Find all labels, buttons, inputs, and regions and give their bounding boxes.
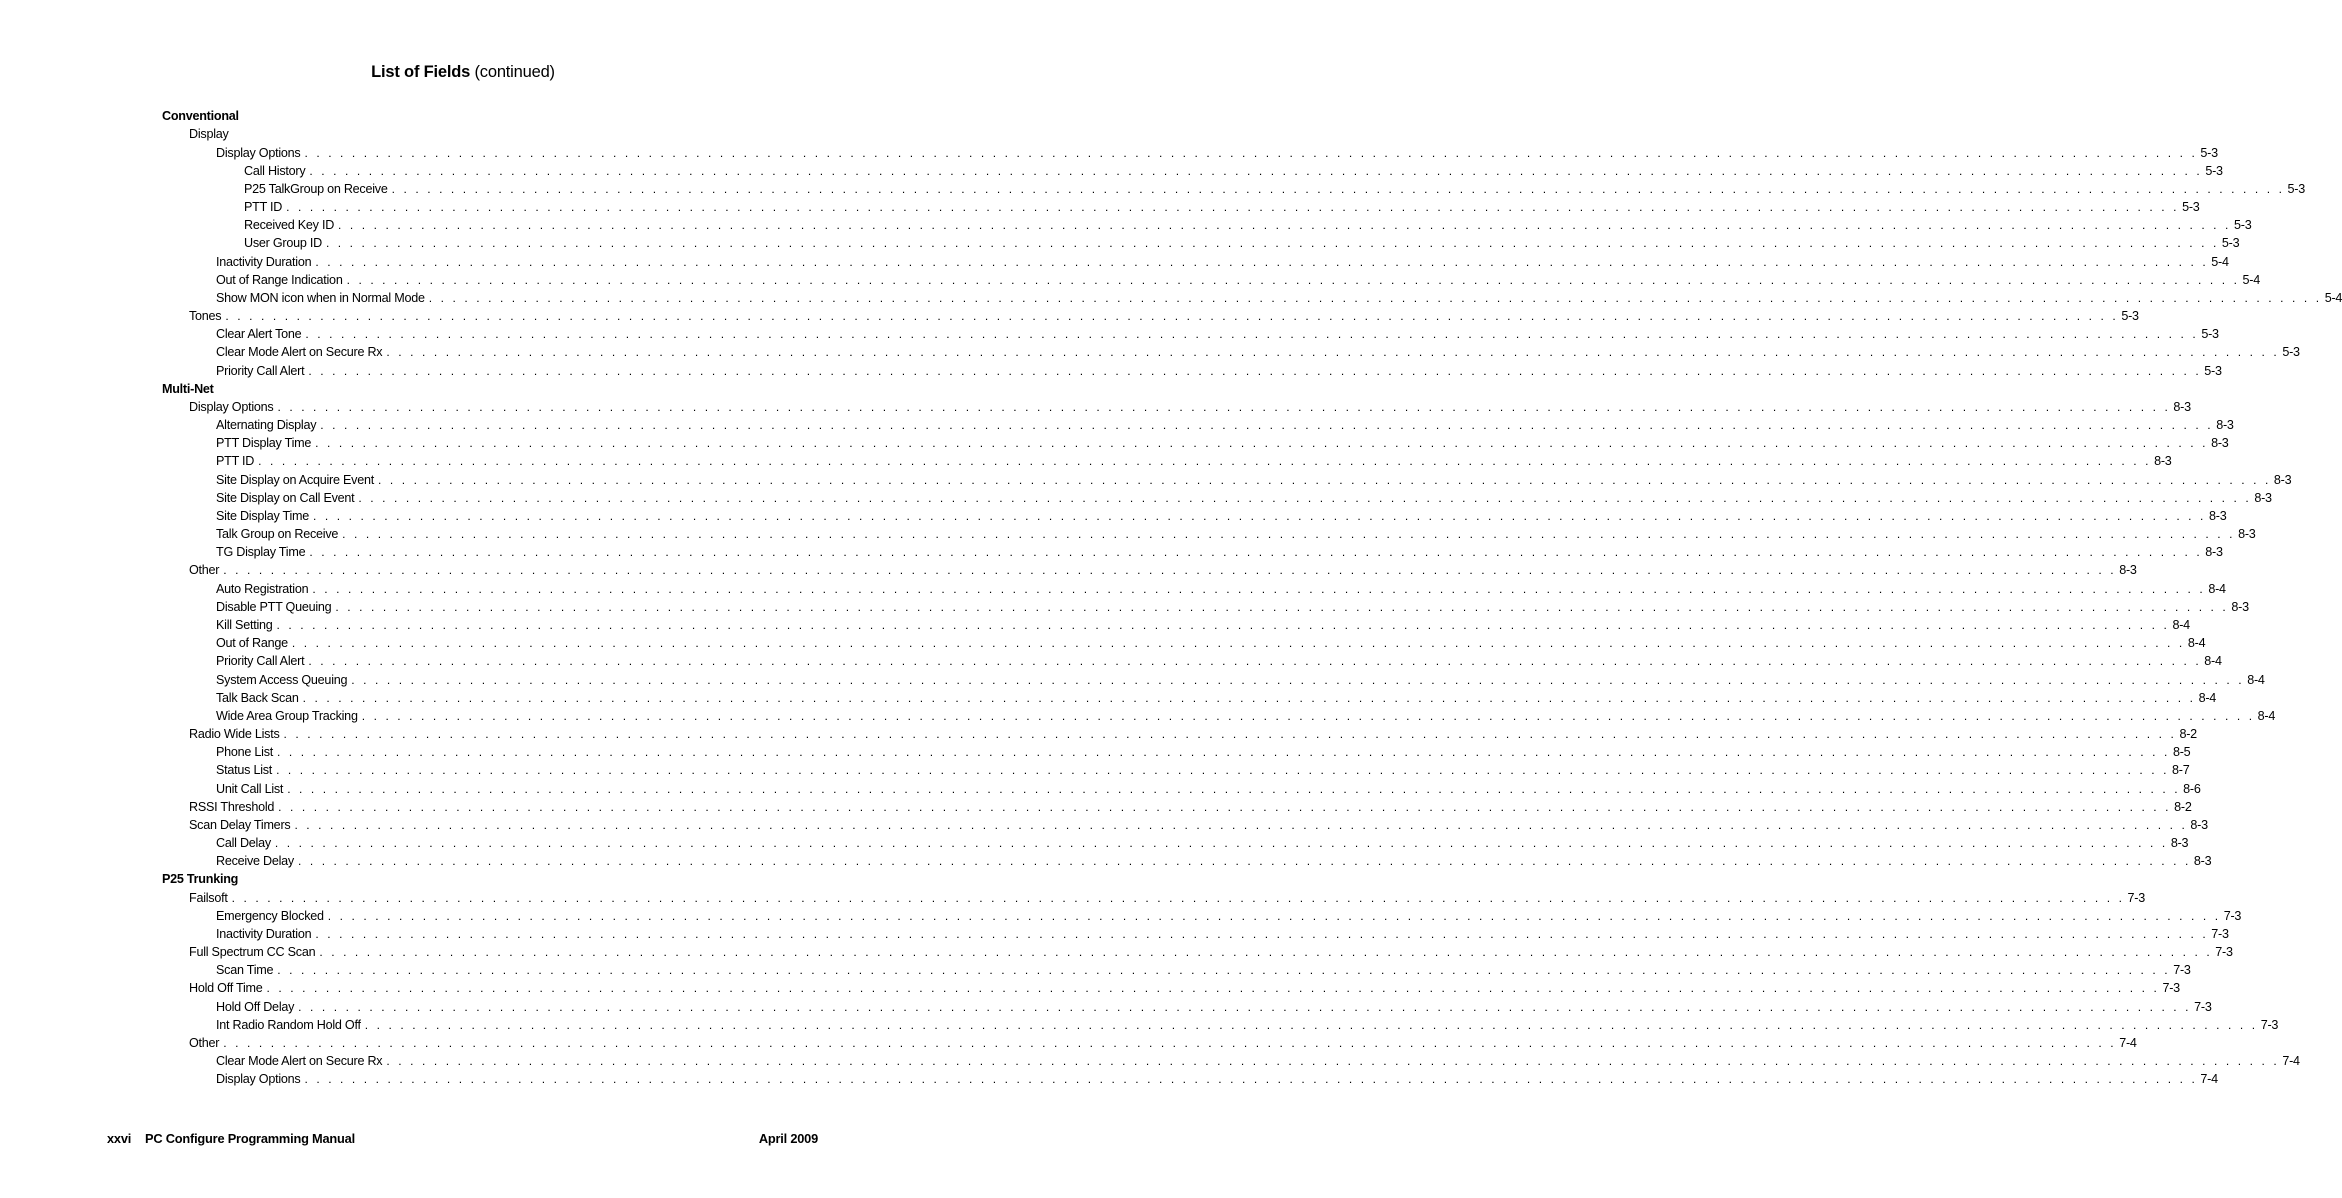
entry-label: Clear Mode Alert on Secure Rx xyxy=(216,345,383,360)
dot-leader: . . . . . . . . . . . . . . . . . . . . . . . . . . . . . . . . . . . . . . . . . . . . . . . . . . . . . . . . . . . . . . . . . . . . . . . . . . . . . . . . . . . . . . . . . . . . . . . . . . . . . . . . . . . . . . . . . . . . . . . . . . . . . . . . . . . . . . . . . . . . . . . . . . . . . . . . . . . . . . . . xyxy=(342,527,2236,542)
index-entry xyxy=(162,232,2240,251)
index-entry xyxy=(162,995,2212,1014)
index-entry xyxy=(162,1068,2218,1087)
entry-label: Multi-Net xyxy=(162,381,214,396)
dot-leader: . . . . . . . . . . . . . . . . . . . . . . . . . . . . . . . . . . . . . . . . . . . . . . . . . . . . . . . . . . . . . . . . . . . . . . . . . . . . . . . . . . . . . . . . . . . . . . . . . . . . . . . . . . . . . . . . . . . . . . . . . . . . . . . . . . . . . . . . . . . . . . . . . . . . . . . . . . . . . . . . xyxy=(312,581,2206,596)
footer-date: April 2009 xyxy=(758,1131,818,1146)
dot-leader: . . . . . . . . . . . . . . . . . . . . . . . . . . . . . . . . . . . . . . . . . . . . . . . . . . . . . . . . . . . . . . . . . . . . . . . . . . . . . . . . . . . . . . . . . . . . . . . . . . . . . . . . . . . . . . . . . . . . . . . . . . . . . . . . . . . . . . . . . . . . . . . . . . . . . . . . . . . . . . . . xyxy=(377,472,2271,487)
entry-label: Alternating Display xyxy=(216,418,317,433)
index-entry xyxy=(162,777,2201,796)
dot-leader: . . . . . . . . . . . . . . . . . . . . . . . . . . . . . . . . . . . . . . . . . . . . . . . . . . . . . . . . . . . . . . . . . . . . . . . . . . . . . . . . . . . . . . . . . . . . . . . . . . . . . . . . . . . . . . . . . . . . . . . . . . . . . . . . . . . . . . . . . . . . . . . . . . . . . . . . . . . . . . . . xyxy=(277,745,2170,760)
entry-label: RSSI Threshold xyxy=(189,799,275,814)
entry-label: P25 Trunking xyxy=(162,872,239,887)
dot-leader: . . . . . . . . . . . . . . . . . . . . . . . . . . . . . . . . . . . . . . . . . . . . . . . . . . . . . . . . . . . . . . . . . . . . . . . . . . . . . . . . . . . . . . . . . . . . . . . . . . . . . . . . . . . . . . . . . . . . . . . . . . . . . . . . . . . . . . . . . . . . . . . . . . . . . . . . . . . . . . . . xyxy=(335,599,2229,614)
entry-page-ref: 8-6 xyxy=(2183,781,2201,796)
entry-label: Site Display Time xyxy=(216,508,310,523)
dot-leader: . . . . . . . . . . . . . . . . . . . . . . . . . . . . . . . . . . . . . . . . . . . . . . . . . . . . . . . . . . . . . . . . . . . . . . . . . . . . . . . . . . . . . . . . . . . . . . . . . . . . . . . . . . . . . . . . . . . . . . . . . . . . . . . . . . . . . . . . . . . . . . . . . . . . . . . . . . . . . . . . xyxy=(358,490,2252,505)
dot-leader: . . . . . . . . . . . . . . . . . . . . . . . . . . . . . . . . . . . . . . . . . . . . . . . . . . . . . . . . . . . . . . . . . . . . . . . . . . . . . . . . . . . . . . . . . . . . . . . . . . . . . . . . . . . . . . . . . . . . . . . . . . . . . . . . . . . . . . . . . . . . . . . . . . . . . . . . . . . . . . . . xyxy=(286,200,2180,215)
dot-leader: . . . . . . . . . . . . . . . . . . . . . . . . . . . . . . . . . . . . . . . . . . . . . . . . . . . . . . . . . . . . . . . . . . . . . . . . . . . . . . . . . . . . . . . . . . . . . . . . . . . . . . . . . . . . . . . . . . . . . . . . . . . . . . . . . . . . . . . . . . . . . . . . . . . . . . . . . . . . . . . . xyxy=(274,836,2168,851)
footer-manual-title: PC Configure Programming Manual xyxy=(145,1131,355,1146)
entry-label: Site Display on Call Event xyxy=(216,490,355,505)
index-entry xyxy=(162,341,2300,360)
index-entry xyxy=(162,687,2217,705)
entry-page-ref: 8-4 xyxy=(2257,708,2276,723)
dot-leader: . . . . . . . . . . . . . . . . . . . . . . . . . . . . . . . . . . . . . . . . . . . . . . . . . . . . . . . . . . . . . . . . . . . . . . . . . . . . . . . . . . . . . . . . . . . . . . . . . . . . . . . . . . . . . . . . . . . . . . . . . . . . . . . . . . . . . . . . . . . . . . . . . . . . . . . . . . . . . . . . xyxy=(309,545,2203,560)
entry-label: Other xyxy=(189,563,220,578)
index-entry xyxy=(162,214,2252,233)
entry-label: Clear Alert Tone xyxy=(216,327,302,342)
entry-page-ref: 5-4 xyxy=(2211,254,2229,269)
entry-label: Int Radio Random Hold Off xyxy=(216,1017,361,1032)
entry-page-ref: 7-3 xyxy=(2173,963,2191,978)
index-entry xyxy=(162,705,2276,723)
footer-left xyxy=(107,1131,355,1146)
entry-page-ref: 8-3 xyxy=(2173,399,2191,414)
entry-page-ref: 8-4 xyxy=(2247,672,2265,687)
entry-page-ref: 7-3 xyxy=(2194,999,2212,1014)
index-entry xyxy=(162,396,2191,414)
entry-label: Talk Back Scan xyxy=(216,690,299,705)
dot-leader: . . . . . . . . . . . . . . . . . . . . . . . . . . . . . . . . . . . . . . . . . . . . . . . . . . . . . . . . . . . . . . . . . . . . . . . . . . . . . . . . . . . . . . . . . . . . . . . . . . . . . . . . . . . . . . . . . . . . . . . . . . . . . . . . . . . . . . . . . . . . . . . . . . . . . . . . . . . . . . . . xyxy=(225,309,2119,324)
index-entry xyxy=(162,650,2222,669)
entry-page-ref: 7-3 xyxy=(2260,1017,2279,1032)
dot-leader: . . . . . . . . . . . . . . . . . . . . . . . . . . . . . . . . . . . . . . . . . . . . . . . . . . . . . . . . . . . . . . . . . . . . . . . . . . . . . . . . . . . . . . . . . . . . . . . . . . . . . . . . . . . . . . . . . . . . . . . . . . . . . . . . . . . . . . . . . . . . . . . . . . . . . . . . . . . . . . . . xyxy=(302,690,2196,705)
entry-label: Clear Mode Alert on Secure Rx xyxy=(216,1054,383,1069)
dot-leader: . . . . . . . . . . . . . . . . . . . . . . . . . . . . . . . . . . . . . . . . . . . . . . . . . . . . . . . . . . . . . . . . . . . . . . . . . . . . . . . . . . . . . . . . . . . . . . . . . . . . . . . . . . . . . . . . . . . . . . . . . . . . . . . . . . . . . . . . . . . . . . . . . . . . . . . . . . . . . . . . xyxy=(320,418,2214,433)
index-entry xyxy=(162,905,2242,923)
entry-label: Disable PTT Queuing xyxy=(216,599,332,614)
entry-page-ref: 7-3 xyxy=(2223,908,2242,923)
entry-page-ref: 5-4 xyxy=(2242,272,2260,287)
dot-leader: . . . . . . . . . . . . . . . . . . . . . . . . . . . . . . . . . . . . . . . . . . . . . . . . . . . . . . . . . . . . . . . . . . . . . . . . . . . . . . . . . . . . . . . . . . . . . . . . . . . . . . . . . . . . . . . . . . . . . . . . . . . . . . . . . . . . . . . . . . . . . . . . . . . . . . . . . . . . . . . . xyxy=(287,781,2181,796)
dot-leader: . . . . . . . . . . . . . . . . . . . . . . . . . . . . . . . . . . . . . . . . . . . . . . . . . . . . . . . . . . . . . . . . . . . . . . . . . . . . . . . . . . . . . . . . . . . . . . . . . . . . . . . . . . . . . . . . . . . . . . . . . . . . . . . . . . . . . . . . . . . . . . . . . . . . . . . . . . . . . . . . xyxy=(304,145,2198,160)
dot-leader: . . . . . . . . . . . . . . . . . . . . . . . . . . . . . . . . . . . . . . . . . . . . . . . . . . . . . . . . . . . . . . . . . . . . . . . . . . . . . . . . . . . . . . . . . . . . . . . . . . . . . . . . . . . . . . . . . . . . . . . . . . . . . . . . . . . . . . . . . . . . . . . . . . . . . . . . . . . . . . . . xyxy=(308,654,2202,669)
entry-page-ref: 5-3 xyxy=(2287,181,2305,196)
entry-page-ref: 8-4 xyxy=(2204,654,2222,669)
entry-label: Out of Range Indication xyxy=(216,272,343,287)
entry-page-ref: 7-3 xyxy=(2162,981,2180,996)
index-entry xyxy=(162,759,2190,778)
entry-label: Inactivity Duration xyxy=(216,254,312,269)
dot-leader: . . . . . . . . . . . . . . . . . . . . . . . . . . . . . . . . . . . . . . . . . . . . . . . . . . . . . . . . . . . . . . . . . . . . . . . . . . . . . . . . . . . . . . . . . . . . . . . . . . . . . . . . . . . . . . . . . . . . . . . . . . . . . . . . . . . . . . . . . . . . . . . . . . . . . . . . . . . . . . . . xyxy=(315,254,2209,269)
index-entry xyxy=(162,414,2234,433)
entry-page-ref: 5-3 xyxy=(2234,218,2252,233)
index-entry xyxy=(162,668,2265,687)
index-entry xyxy=(162,1050,2300,1069)
page-title xyxy=(0,63,926,82)
entry-label: Status List xyxy=(216,763,273,778)
entry-page-ref: 8-7 xyxy=(2172,763,2190,778)
dot-leader: . . . . . . . . . . . . . . . . . . . . . . . . . . . . . . . . . . . . . . . . . . . . . . . . . . . . . . . . . . . . . . . . . . . . . . . . . . . . . . . . . . . . . . . . . . . . . . . . . . . . . . . . . . . . . . . . . . . . . . . . . . . . . . . . . . . . . . . . . . . . . . . . . . . . . . . . . . . . . . . . xyxy=(291,636,2185,651)
entry-page-ref: 5-3 xyxy=(2221,236,2240,251)
dot-leader: . . . . . . . . . . . . . . . . . . . . . . . . . . . . . . . . . . . . . . . . . . . . . . . . . . . . . . . . . . . . . . . . . . . . . . . . . . . . . . . . . . . . . . . . . . . . . . . . . . . . . . . . . . . . . . . . . . . . . . . . . . . . . . . . . . . . . . . . . . . . . . . . . . . . . . . . . . . . . . . . xyxy=(278,799,2172,814)
entry-label: Talk Group on Receive xyxy=(216,527,339,542)
index-entry xyxy=(162,959,2191,978)
index-entry xyxy=(162,250,2229,269)
entry-label: Conventional xyxy=(162,109,239,124)
dot-leader: . . . . . . . . . . . . . . . . . . . . . . . . . . . . . . . . . . . . . . . . . . . . . . . . . . . . . . . . . . . . . . . . . . . . . . . . . . . . . . . . . . . . . . . . . . . . . . . . . . . . . . . . . . . . . . . . . . . . . . . . . . . . . . . . . . . . . . . . . . . . . . . . . . . . . . . . . . . . . . . . xyxy=(266,981,2160,996)
dot-leader: . . . . . . . . . . . . . . . . . . . . . . . . . . . . . . . . . . . . . . . . . . . . . . . . . . . . . . . . . . . . . . . . . . . . . . . . . . . . . . . . . . . . . . . . . . . . . . . . . . . . . . . . . . . . . . . . . . . . . . . . . . . . . . . . . . . . . . . . . . . . . . . . . . . . . . . . . . . . . . . . xyxy=(309,163,2203,178)
entry-label: Hold Off Delay xyxy=(216,999,295,1014)
entry-label: Site Display on Acquire Event xyxy=(216,472,374,487)
index-entry xyxy=(162,559,2137,578)
index-entry xyxy=(162,1032,2137,1050)
dot-leader: . . . . . . . . . . . . . . . . . . . . . . . . . . . . . . . . . . . . . . . . . . . . . . . . . . . . . . . . . . . . . . . . . . . . . . . . . . . . . . . . . . . . . . . . . . . . . . . . . . . . . . . . . . . . . . . . . . . . . . . . . . . . . . . . . . . . . . . . . . . . . . . . . . . . . . . . . . . . . . . . xyxy=(338,218,2231,233)
entry-page-ref: 8-3 xyxy=(2238,527,2256,542)
entry-label: System Access Queuing xyxy=(216,672,348,687)
entry-label: Full Spectrum CC Scan xyxy=(189,945,316,960)
field-index-list xyxy=(162,105,2342,1087)
index-entry xyxy=(162,160,2223,178)
entry-page-ref: 7-3 xyxy=(2211,926,2229,941)
page-title-main: List of Fields xyxy=(371,63,471,81)
entry-page-ref: 5-4 xyxy=(2324,290,2342,305)
dot-leader: . . . . . . . . . . . . . . . . . . . . . . . . . . . . . . . . . . . . . . . . . . . . . . . . . . . . . . . . . . . . . . . . . . . . . . . . . . . . . . . . . . . . . . . . . . . . . . . . . . . . . . . . . . . . . . . . . . . . . . . . . . . . . . . . . . . . . . . . . . . . . . . . . . . . . . . . . . . . . . . . xyxy=(315,436,2209,451)
entry-label: Priority Call Alert xyxy=(216,654,305,669)
entry-page-ref: 8-4 xyxy=(2198,690,2217,705)
entry-page-ref: 5-3 xyxy=(2200,145,2218,160)
index-entry xyxy=(162,723,2197,742)
entry-label: Received Key ID xyxy=(244,218,335,233)
entry-label: User Group ID xyxy=(244,236,322,251)
dot-leader: . . . . . . . . . . . . . . . . . . . . . . . . . . . . . . . . . . . . . . . . . . . . . . . . . . . . . . . . . . . . . . . . . . . . . . . . . . . . . . . . . . . . . . . . . . . . . . . . . . . . . . . . . . . . . . . . . . . . . . . . . . . . . . . . . . . . . . . . . . . . . . . . . . . . . . . . . . . . . . . . xyxy=(277,963,2171,978)
entry-page-ref: 7-4 xyxy=(2282,1054,2300,1069)
index-entry xyxy=(162,505,2227,523)
index-entry xyxy=(162,450,2172,469)
entry-label: Receive Delay xyxy=(216,854,294,869)
entry-page-ref: 7-3 xyxy=(2215,945,2233,960)
dot-leader: . . . . . . . . . . . . . . . . . . . . . . . . . . . . . . . . . . . . . . . . . . . . . . . . . . . . . . . . . . . . . . . . . . . . . . . . . . . . . . . . . . . . . . . . . . . . . . . . . . . . . . . . . . . . . . . . . . . . . . . . . . . . . . . . . . . . . . . . . . . . . . . . . . . . . . . . . . . . . . . . xyxy=(223,563,2117,578)
index-entry xyxy=(162,432,2229,451)
entry-page-ref: 8-3 xyxy=(2193,854,2212,869)
index-entry xyxy=(162,977,2180,996)
entry-label: Wide Area Group Tracking xyxy=(216,708,358,723)
index-entry xyxy=(162,632,2206,651)
entry-page-ref: 8-3 xyxy=(2273,472,2292,487)
entry-page-ref: 8-3 xyxy=(2231,599,2249,614)
index-entry xyxy=(162,141,2218,160)
section-heading xyxy=(162,105,764,123)
entry-label: Scan Time xyxy=(216,963,274,978)
entry-page-ref: 5-3 xyxy=(2204,363,2222,378)
dot-leader: . . . . . . . . . . . . . . . . . . . . . . . . . . . . . . . . . . . . . . . . . . . . . . . . . . . . . . . . . . . . . . . . . . . . . . . . . . . . . . . . . . . . . . . . . . . . . . . . . . . . . . . . . . . . . . . . . . . . . . . . . . . . . . . . . . . . . . . . . . . . . . . . . . . . . . . . . . . . . . . . xyxy=(386,1054,2280,1069)
entry-label: PTT ID xyxy=(244,200,283,215)
index-entry xyxy=(162,123,764,141)
index-entry xyxy=(162,850,2212,869)
entry-label: Display Options xyxy=(216,1072,301,1087)
entry-page-ref: 7-4 xyxy=(2200,1072,2218,1087)
dot-leader: . . . . . . . . . . . . . . . . . . . . . . . . . . . . . . . . . . . . . . . . . . . . . . . . . . . . . . . . . . . . . . . . . . . . . . . . . . . . . . . . . . . . . . . . . . . . . . . . . . . . . . . . . . . . . . . . . . . . . . . . . . . . . . . . . . . . . . . . . . . . . . . . . . . . . . . . . . . . . . . . xyxy=(298,999,2192,1014)
dot-leader: . . . . . . . . . . . . . . . . . . . . . . . . . . . . . . . . . . . . . . . . . . . . . . . . . . . . . . . . . . . . . . . . . . . . . . . . . . . . . . . . . . . . . . . . . . . . . . . . . . . . . . . . . . . . . . . . . . . . . . . . . . . . . . . . . . . . . . . . . . . . . . . . . . . . . . . . . . . . . . . . xyxy=(297,854,2191,869)
entry-label: P25 TalkGroup on Receive xyxy=(244,181,388,196)
page-title-subtitle: (continued) xyxy=(474,63,555,81)
entry-label: Kill Setting xyxy=(216,617,273,632)
entry-page-ref: 8-5 xyxy=(2172,745,2191,760)
entry-label: Hold Off Time xyxy=(189,981,263,996)
dot-leader: . . . . . . . . . . . . . . . . . . . . . . . . . . . . . . . . . . . . . . . . . . . . . . . . . . . . . . . . . . . . . . . . . . . . . . . . . . . . . . . . . . . . . . . . . . . . . . . . . . . . . . . . . . . . . . . . . . . . . . . . . . . . . . . . . . . . . . . . . . . . . . . . . . . . . . . . . . . . . . . . xyxy=(391,181,2285,196)
index-entry xyxy=(162,1014,2279,1032)
entry-page-ref: 8-3 xyxy=(2216,418,2234,433)
dot-leader: . . . . . . . . . . . . . . . . . . . . . . . . . . . . . . . . . . . . . . . . . . . . . . . . . . . . . . . . . . . . . . . . . . . . . . . . . . . . . . . . . . . . . . . . . . . . . . . . . . . . . . . . . . . . . . . . . . . . . . . . . . . . . . . . . . . . . . . . . . . . . . . . . . . . . . . . . . . . . . . . xyxy=(305,327,2199,342)
entry-label: Inactivity Duration xyxy=(216,926,312,941)
index-entry xyxy=(162,541,2223,560)
entry-label: Call Delay xyxy=(216,836,271,851)
entry-page-ref: 7-3 xyxy=(2127,890,2145,905)
dot-leader: . . . . . . . . . . . . . . . . . . . . . . . . . . . . . . . . . . . . . . . . . . . . . . . . . . . . . . . . . . . . . . . . . . . . . . . . . . . . . . . . . . . . . . . . . . . . . . . . . . . . . . . . . . . . . . . . . . . . . . . . . . . . . . . . . . . . . . . . . . . . . . . . . . . . . . . . . . . . . . . . xyxy=(325,236,2219,251)
dot-leader: . . . . . . . . . . . . . . . . . . . . . . . . . . . . . . . . . . . . . . . . . . . . . . . . . . . . . . . . . . . . . . . . . . . . . . . . . . . . . . . . . . . . . . . . . . . . . . . . . . . . . . . . . . . . . . . . . . . . . . . . . . . . . . . . . . . . . . . . . . . . . . . . . . . . . . . . . . . . . . . . xyxy=(304,1072,2198,1087)
dot-leader: . . . . . . . . . . . . . . . . . . . . . . . . . . . . . . . . . . . . . . . . . . . . . . . . . . . . . . . . . . . . . . . . . . . . . . . . . . . . . . . . . . . . . . . . . . . . . . . . . . . . . . . . . . . . . . . . . . . . . . . . . . . . . . . . . . . . . . . . . . . . . . . . . . . . . . . . . . . . . . . . xyxy=(386,345,2280,360)
entry-label: Display Options xyxy=(216,145,301,160)
dot-leader: . . . . . . . . . . . . . . . . . . . . . . . . . . . . . . . . . . . . . . . . . . . . . . . . . . . . . . . . . . . . . . . . . . . . . . . . . . . . . . . . . . . . . . . . . . . . . . . . . . . . . . . . . . . . . . . . . . . . . . . . . . . . . . . . . . . . . . . . . . . . . . . . . . . . . . . . . . . . . . . . xyxy=(294,817,2188,832)
entry-page-ref: 8-2 xyxy=(2179,727,2197,742)
index-entry xyxy=(162,796,2192,814)
index-entry xyxy=(162,196,2200,215)
index-entry xyxy=(162,741,2191,760)
entry-page-ref: 8-3 xyxy=(2209,508,2227,523)
entry-label: Priority Call Alert xyxy=(216,363,305,378)
index-entry xyxy=(162,487,2272,505)
dot-leader: . . . . . . . . . . . . . . . . . . . . . . . . . . . . . . . . . . . . . . . . . . . . . . . . . . . . . . . . . . . . . . . . . . . . . . . . . . . . . . . . . . . . . . . . . . . . . . . . . . . . . . . . . . . . . . . . . . . . . . . . . . . . . . . . . . . . . . . . . . . . . . . . . . . . . . . . . . . . . . . . xyxy=(428,290,2322,305)
entry-page-ref: 8-2 xyxy=(2174,799,2192,814)
index-entry xyxy=(162,178,2305,196)
index-entry xyxy=(162,832,2189,851)
section-heading xyxy=(162,378,764,396)
index-entry xyxy=(162,323,2219,342)
dot-leader: . . . . . . . . . . . . . . . . . . . . . . . . . . . . . . . . . . . . . . . . . . . . . . . . . . . . . . . . . . . . . . . . . . . . . . . . . . . . . . . . . . . . . . . . . . . . . . . . . . . . . . . . . . . . . . . . . . . . . . . . . . . . . . . . . . . . . . . . . . . . . . . . . . . . . . . . . . . . . . . . xyxy=(277,399,2171,414)
index-entry xyxy=(162,287,2342,305)
entry-label: Tones xyxy=(189,309,222,324)
entry-label: Failsoft xyxy=(189,890,228,905)
dot-leader: . . . . . . . . . . . . . . . . . . . . . . . . . . . . . . . . . . . . . . . . . . . . . . . . . . . . . . . . . . . . . . . . . . . . . . . . . . . . . . . . . . . . . . . . . . . . . . . . . . . . . . . . . . . . . . . . . . . . . . . . . . . . . . . . . . . . . . . . . . . . . . . . . . . . . . . . . . . . . . . . xyxy=(327,908,2221,923)
entry-page-ref: 8-3 xyxy=(2190,817,2208,832)
entry-label: Unit Call List xyxy=(216,781,284,796)
entry-page-ref: 5-3 xyxy=(2201,327,2219,342)
index-entry xyxy=(162,596,2249,614)
dot-leader: . . . . . . . . . . . . . . . . . . . . . . . . . . . . . . . . . . . . . . . . . . . . . . . . . . . . . . . . . . . . . . . . . . . . . . . . . . . . . . . . . . . . . . . . . . . . . . . . . . . . . . . . . . . . . . . . . . . . . . . . . . . . . . . . . . . . . . . . . . . . . . . . . . . . . . . . . . . . . . . . xyxy=(319,945,2213,960)
entry-page-ref: 8-3 xyxy=(2211,436,2229,451)
entry-label: PTT ID xyxy=(216,454,255,469)
index-entry xyxy=(162,886,2145,905)
index-entry xyxy=(162,523,2256,542)
entry-label: Scan Delay Timers xyxy=(189,817,291,832)
entry-label: Phone List xyxy=(216,745,274,760)
entry-page-ref: 8-4 xyxy=(2208,581,2226,596)
dot-leader: . . . . . . . . . . . . . . . . . . . . . . . . . . . . . . . . . . . . . . . . . . . . . . . . . . . . . . . . . . . . . . . . . . . . . . . . . . . . . . . . . . . . . . . . . . . . . . . . . . . . . . . . . . . . . . . . . . . . . . . . . . . . . . . . . . . . . . . . . . . . . . . . . . . . . . . . . . . . . . . . xyxy=(258,454,2152,469)
index-entry xyxy=(162,614,2190,632)
dot-leader: . . . . . . . . . . . . . . . . . . . . . . . . . . . . . . . . . . . . . . . . . . . . . . . . . . . . . . . . . . . . . . . . . . . . . . . . . . . . . . . . . . . . . . . . . . . . . . . . . . . . . . . . . . . . . . . . . . . . . . . . . . . . . . . . . . . . . . . . . . . . . . . . . . . . . . . . . . . . . . . . xyxy=(223,1035,2117,1050)
entry-page-ref: 5-3 xyxy=(2282,345,2300,360)
entry-page-ref: 5-3 xyxy=(2121,309,2139,324)
entry-page-ref: 8-3 xyxy=(2254,490,2272,505)
dot-leader: . . . . . . . . . . . . . . . . . . . . . . . . . . . . . . . . . . . . . . . . . . . . . . . . . . . . . . . . . . . . . . . . . . . . . . . . . . . . . . . . . . . . . . . . . . . . . . . . . . . . . . . . . . . . . . . . . . . . . . . . . . . . . . . . . . . . . . . . . . . . . . . . . . . . . . . . . . . . . . . . xyxy=(315,926,2209,941)
index-entry xyxy=(162,923,2229,941)
dot-leader: . . . . . . . . . . . . . . . . . . . . . . . . . . . . . . . . . . . . . . . . . . . . . . . . . . . . . . . . . . . . . . . . . . . . . . . . . . . . . . . . . . . . . . . . . . . . . . . . . . . . . . . . . . . . . . . . . . . . . . . . . . . . . . . . . . . . . . . . . . . . . . . . . . . . . . . . . . . . . . . . xyxy=(346,272,2240,287)
entry-page-ref: 8-4 xyxy=(2172,617,2190,632)
index-entry xyxy=(162,577,2226,596)
dot-leader: . . . . . . . . . . . . . . . . . . . . . . . . . . . . . . . . . . . . . . . . . . . . . . . . . . . . . . . . . . . . . . . . . . . . . . . . . . . . . . . . . . . . . . . . . . . . . . . . . . . . . . . . . . . . . . . . . . . . . . . . . . . . . . . . . . . . . . . . . . . . . . . . . . . . . . . . . . . . . . . . xyxy=(308,363,2202,378)
dot-leader: . . . . . . . . . . . . . . . . . . . . . . . . . . . . . . . . . . . . . . . . . . . . . . . . . . . . . . . . . . . . . . . . . . . . . . . . . . . . . . . . . . . . . . . . . . . . . . . . . . . . . . . . . . . . . . . . . . . . . . . . . . . . . . . . . . . . . . . . . . . . . . . . . . . . . . . . . . . . . . . . xyxy=(351,672,2245,687)
entry-page-ref: 8-3 xyxy=(2119,563,2137,578)
entry-page-ref: 8-3 xyxy=(2205,545,2223,560)
entry-label: Other xyxy=(189,1035,220,1050)
index-entry xyxy=(162,814,2208,832)
entry-label: Out of Range xyxy=(216,636,288,651)
dot-leader: . . . . . . . . . . . . . . . . . . . . . . . . . . . . . . . . . . . . . . . . . . . . . . . . . . . . . . . . . . . . . . . . . . . . . . . . . . . . . . . . . . . . . . . . . . . . . . . . . . . . . . . . . . . . . . . . . . . . . . . . . . . . . . . . . . . . . . . . . . . . . . . . . . . . . . . . . . . . . . . . xyxy=(231,890,2125,905)
index-entry xyxy=(162,941,2233,960)
dot-leader: . . . . . . . . . . . . . . . . . . . . . . . . . . . . . . . . . . . . . . . . . . . . . . . . . . . . . . . . . . . . . . . . . . . . . . . . . . . . . . . . . . . . . . . . . . . . . . . . . . . . . . . . . . . . . . . . . . . . . . . . . . . . . . . . . . . . . . . . . . . . . . . . . . . . . . . . . . . . . . . . xyxy=(276,617,2170,632)
entry-page-ref: 5-3 xyxy=(2182,200,2200,215)
index-entry xyxy=(162,468,2292,487)
entry-page-ref: 7-4 xyxy=(2119,1035,2137,1050)
dot-leader: . . . . . . . . . . . . . . . . . . . . . . . . . . . . . . . . . . . . . . . . . . . . . . . . . . . . . . . . . . . . . . . . . . . . . . . . . . . . . . . . . . . . . . . . . . . . . . . . . . . . . . . . . . . . . . . . . . . . . . . . . . . . . . . . . . . . . . . . . . . . . . . . . . . . . . . . . . . . . . . . xyxy=(283,727,2177,742)
entry-label: Display Options xyxy=(189,399,274,414)
index-entry xyxy=(162,269,2260,287)
entry-page-ref: 8-3 xyxy=(2170,836,2189,851)
entry-label: PTT Display Time xyxy=(216,436,312,451)
dot-leader: . . . . . . . . . . . . . . . . . . . . . . . . . . . . . . . . . . . . . . . . . . . . . . . . . . . . . . . . . . . . . . . . . . . . . . . . . . . . . . . . . . . . . . . . . . . . . . . . . . . . . . . . . . . . . . . . . . . . . . . . . . . . . . . . . . . . . . . . . . . . . . . . . . . . . . . . . . . . . . . . xyxy=(276,763,2170,778)
entry-label: Radio Wide Lists xyxy=(189,727,280,742)
entry-label: Auto Registration xyxy=(216,581,309,596)
entry-label: Call History xyxy=(244,163,306,178)
entry-page-ref: 8-3 xyxy=(2154,454,2172,469)
footer-page-number: xxvi xyxy=(107,1131,132,1146)
dot-leader: . . . . . . . . . . . . . . . . . . . . . . . . . . . . . . . . . . . . . . . . . . . . . . . . . . . . . . . . . . . . . . . . . . . . . . . . . . . . . . . . . . . . . . . . . . . . . . . . . . . . . . . . . . . . . . . . . . . . . . . . . . . . . . . . . . . . . . . . . . . . . . . . . . . . . . . . . . . . . . . . xyxy=(361,708,2255,723)
dot-leader: . . . . . . . . . . . . . . . . . . . . . . . . . . . . . . . . . . . . . . . . . . . . . . . . . . . . . . . . . . . . . . . . . . . . . . . . . . . . . . . . . . . . . . . . . . . . . . . . . . . . . . . . . . . . . . . . . . . . . . . . . . . . . . . . . . . . . . . . . . . . . . . . . . . . . . . . . . . . . . . . xyxy=(313,508,2206,523)
dot-leader: . . . . . . . . . . . . . . . . . . . . . . . . . . . . . . . . . . . . . . . . . . . . . . . . . . . . . . . . . . . . . . . . . . . . . . . . . . . . . . . . . . . . . . . . . . . . . . . . . . . . . . . . . . . . . . . . . . . . . . . . . . . . . . . . . . . . . . . . . . . . . . . . . . . . . . . . . . . . . . . . xyxy=(364,1017,2258,1032)
index-entry xyxy=(162,305,2139,324)
entry-label: Show MON icon when in Normal Mode xyxy=(216,290,425,305)
section-heading xyxy=(162,868,764,886)
entry-page-ref: 8-4 xyxy=(2187,636,2206,651)
index-entry xyxy=(162,359,2222,378)
entry-label: Display xyxy=(189,127,229,142)
entry-page-ref: 5-3 xyxy=(2205,163,2223,178)
entry-label: TG Display Time xyxy=(216,545,306,560)
entry-label: Emergency Blocked xyxy=(216,908,324,923)
